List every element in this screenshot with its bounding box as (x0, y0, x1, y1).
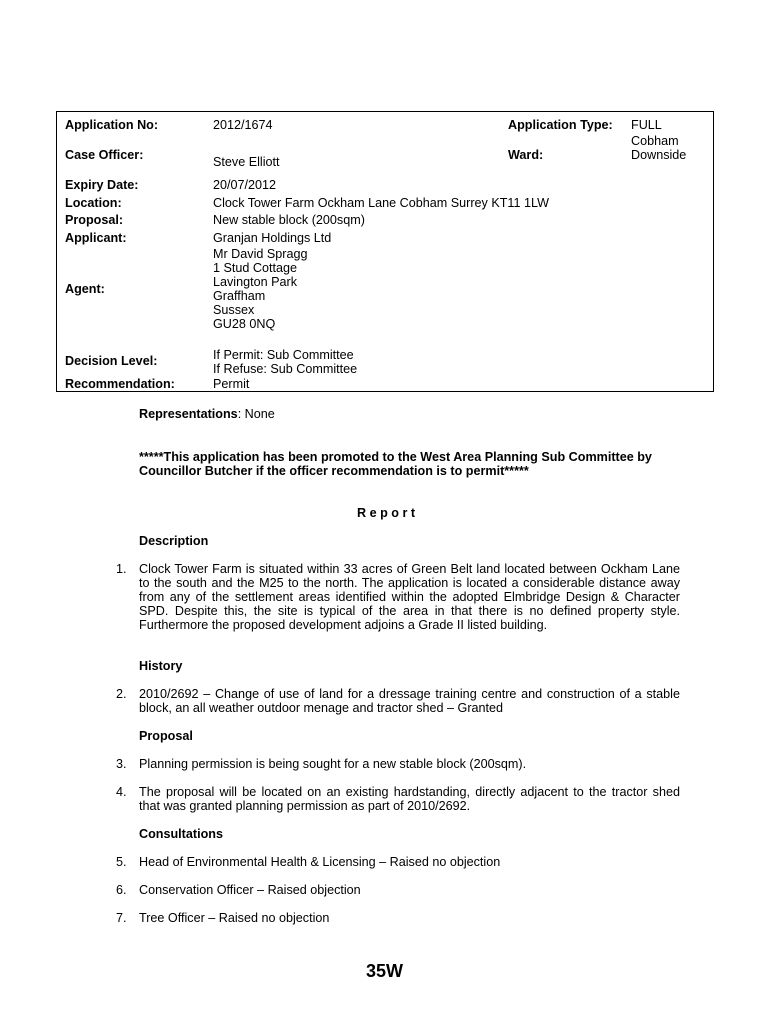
paragraph-2: 2010/2692 – Change of use of land for a dressage training centre and construction of a stable block, an all weather outdoor menage and tractor shed – Granted (139, 687, 680, 715)
page-number: 35W (366, 961, 404, 981)
case-officer-label: Case Officer: (65, 148, 144, 162)
paragraph-number: 7. (116, 911, 127, 925)
agent-address-line: 1 Stud Cottage (213, 261, 298, 275)
decision-level-value-line2: If Refuse: Sub Committee (213, 362, 358, 376)
paragraph-3: Planning permission is being sought for a new stable block (200sqm). (139, 757, 527, 771)
application-no-label: Application No: (65, 118, 159, 132)
agent-label: Agent: (65, 282, 105, 296)
agent-address-line: Mr David Spragg (213, 247, 308, 261)
ward-value-line1: Cobham (631, 134, 679, 148)
paragraph-1: Clock Tower Farm is situated within 33 acres of Green Belt land located between Ockham Lane to the south and the M25 to the north. The application is located a considerable distance away from any of the settlement areas identified within the adopted Elmbridge Design & Character SPD. Despite this, the site is typical of the area in that there is no defined property style. Furthermore the proposed development adjoins a Grade II listed building. (139, 562, 680, 632)
paragraph-7: Tree Officer – Raised no objection (139, 911, 330, 925)
recommendation-label: Recommendation: (65, 377, 175, 391)
representations-label: Representations (139, 407, 238, 421)
applicant-label: Applicant: (65, 231, 127, 245)
application-details-box (56, 111, 714, 392)
paragraph-6: Conservation Officer – Raised objection (139, 883, 361, 897)
expiry-date-value: 20/07/2012 (213, 178, 277, 192)
proposal-label: Proposal: (65, 213, 124, 227)
paragraph-number: 5. (116, 855, 127, 869)
paragraph-number: 1. (116, 562, 127, 576)
recommendation-value: Permit (213, 377, 250, 391)
decision-level-label: Decision Level: (65, 354, 158, 368)
report-heading: R e p o r t (357, 506, 416, 520)
ward-value-line2: Downside (631, 148, 687, 162)
section-heading-proposal: Proposal (139, 729, 193, 743)
paragraph-number: 6. (116, 883, 127, 897)
agent-address-line: GU28 0NQ (213, 317, 276, 331)
expiry-date-label: Expiry Date: (65, 178, 139, 192)
proposal-value: New stable block (200sqm) (213, 213, 365, 227)
paragraph-number: 3. (116, 757, 127, 771)
promotion-notice-line2: Councillor Butcher if the officer recommendation is to permit***** (139, 464, 529, 478)
location-value: Clock Tower Farm Ockham Lane Cobham Surrey KT11 1LW (213, 196, 549, 210)
paragraph-4: The proposal will be located on an existing hardstanding, directly adjacent to the tractor shed that was granted planning permission as part of 2010/2692. (139, 785, 680, 813)
paragraph-number: 2. (116, 687, 127, 701)
paragraph-5: Head of Environmental Health & Licensing – Raised no objection (139, 855, 501, 869)
application-type-label: Application Type: (508, 118, 613, 132)
agent-address-line: Sussex (213, 303, 255, 317)
decision-level-value-line1: If Permit: Sub Committee (213, 348, 354, 362)
ward-label: Ward: (508, 148, 544, 162)
case-officer-value: Steve Elliott (213, 155, 280, 169)
paragraph-number: 4. (116, 785, 127, 799)
representations-value: : None (237, 407, 275, 421)
section-heading-history: History (139, 659, 183, 673)
promotion-notice-line1: *****This application has been promoted to the West Area Planning Sub Committee by (139, 450, 652, 464)
application-type-value: FULL (631, 118, 662, 132)
agent-address-line: Lavington Park (213, 275, 298, 289)
location-label: Location: (65, 196, 122, 210)
application-no-value: 2012/1674 (213, 118, 273, 132)
section-heading-description: Description (139, 534, 209, 548)
representations-line (139, 407, 275, 421)
applicant-value: Granjan Holdings Ltd (213, 231, 332, 245)
section-heading-consultations: Consultations (139, 827, 223, 841)
agent-address-line: Graffham (213, 289, 266, 303)
